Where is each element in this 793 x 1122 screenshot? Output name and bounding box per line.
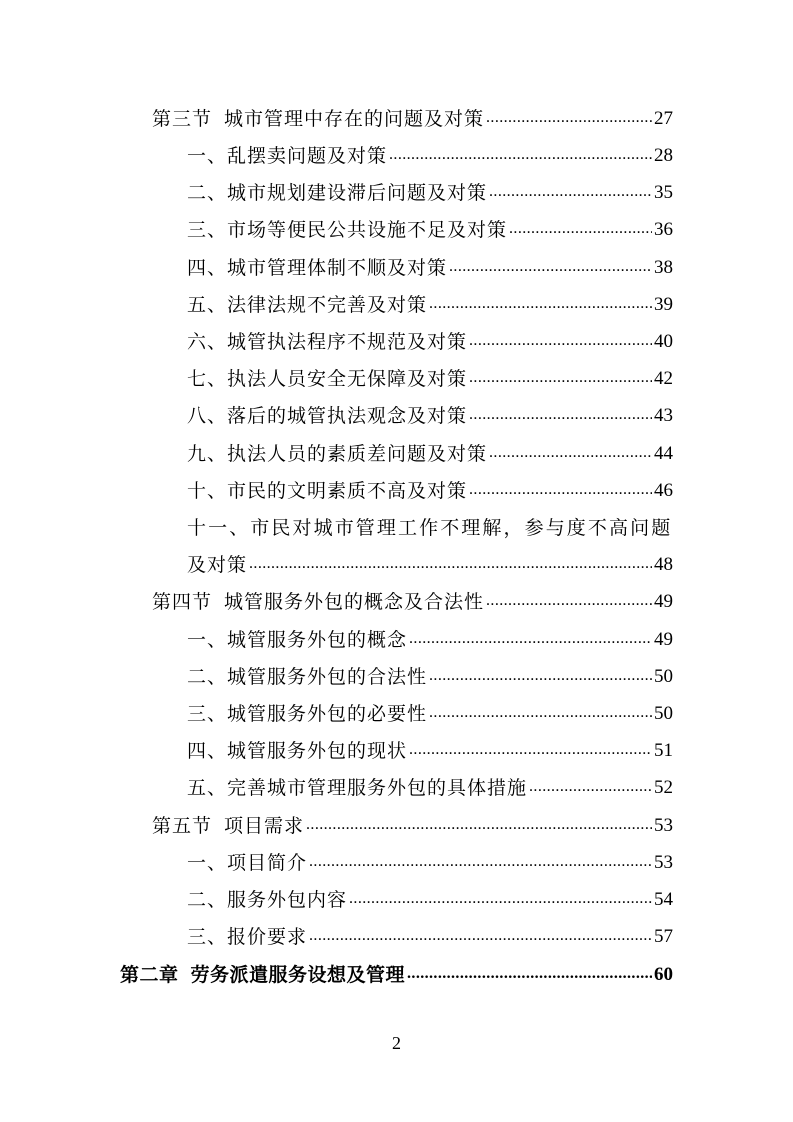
toc-entry-section-4[interactable] <box>152 583 673 613</box>
toc-page-number: 46 <box>654 480 673 501</box>
toc-page-number: 57 <box>654 926 673 947</box>
toc-entry[interactable] <box>187 360 673 390</box>
leader-dots <box>469 406 652 424</box>
toc-entry[interactable] <box>187 249 673 279</box>
toc-entry-title: 二、服务外包内容 <box>187 889 348 911</box>
toc-entry[interactable] <box>187 472 673 502</box>
toc-entry[interactable] <box>187 323 673 353</box>
toc-entry-title: 九、执法人员的素质差问题及对策 <box>187 443 488 465</box>
leader-dots <box>389 146 652 164</box>
toc-page-number: 43 <box>654 405 673 426</box>
toc-entry-title: 一、项目简介 <box>187 852 308 874</box>
toc-entry-title: 八、落后的城管执法观念及对策 <box>187 405 468 427</box>
toc-entry-title <box>152 815 304 837</box>
leader-dots <box>309 853 652 871</box>
toc-entry-title: 三、报价要求 <box>187 926 308 948</box>
toc-page-number: 38 <box>654 257 673 278</box>
leader-dots <box>429 667 652 685</box>
toc-entry[interactable] <box>187 621 673 651</box>
leader-dots <box>429 704 652 722</box>
toc-page-number: 44 <box>654 443 673 464</box>
leader-dots <box>509 220 652 238</box>
toc-entry-title: 一、乱摆卖问题及对策 <box>187 145 388 167</box>
leader-dots <box>486 592 652 610</box>
chapter-title: 劳务派遣服务设想及管理 <box>190 964 406 986</box>
toc-page-number: 49 <box>654 629 673 650</box>
toc-entry-section-3[interactable] <box>152 100 673 130</box>
toc-entry-title: 一、城管服务外包的概念 <box>187 629 408 651</box>
leader-dots <box>407 965 652 983</box>
toc-page-number: 50 <box>654 666 673 687</box>
toc-entry-title: 三、城管服务外包的必要性 <box>187 703 428 725</box>
toc-entry-title: 五、完善城市管理服务外包的具体措施 <box>187 777 528 799</box>
section-label: 第五节 <box>152 815 213 837</box>
toc-page-number: 39 <box>654 294 673 315</box>
leader-dots <box>429 295 652 313</box>
leader-dots <box>469 332 652 350</box>
toc-entry[interactable] <box>187 732 673 762</box>
leader-dots <box>349 890 652 908</box>
toc-page-number: 40 <box>654 331 673 352</box>
toc-entry[interactable] <box>187 695 673 725</box>
leader-dots <box>489 444 652 462</box>
toc-page-number: 42 <box>654 368 673 389</box>
toc-entry-title: 四、城市管理体制不顺及对策 <box>187 257 448 279</box>
toc-entry[interactable] <box>187 918 673 948</box>
toc-page-number: 54 <box>654 889 673 910</box>
toc-entry-title <box>152 591 484 613</box>
toc-page-number: 53 <box>654 852 673 873</box>
leader-dots <box>309 927 652 945</box>
toc-entry-title: 七、执法人员安全无保障及对策 <box>187 368 468 390</box>
leader-dots <box>249 555 652 573</box>
toc-page-number: 49 <box>654 591 673 612</box>
leader-dots <box>469 481 652 499</box>
toc-entry-section-5[interactable] <box>152 807 673 837</box>
section-label: 第四节 <box>152 591 213 613</box>
leader-dots <box>529 778 652 796</box>
toc-entry[interactable] <box>187 174 673 204</box>
footer-page-number: 2 <box>392 1033 401 1053</box>
leader-dots <box>449 258 652 276</box>
toc-page-number: 35 <box>654 182 673 203</box>
toc-entry[interactable] <box>187 211 673 241</box>
leader-dots <box>409 630 652 648</box>
section-label: 第三节 <box>152 108 213 130</box>
toc-entry-title: 四、城管服务外包的现状 <box>187 740 408 762</box>
leader-dots <box>409 741 652 759</box>
leader-dots <box>489 183 652 201</box>
toc-entry[interactable] <box>187 137 673 167</box>
toc-page-number: 51 <box>654 740 673 761</box>
toc-page-number: 50 <box>654 703 673 724</box>
toc-page-number: 52 <box>654 777 673 798</box>
toc-page-number: 60 <box>654 964 673 985</box>
section-title: 城管服务外包的概念及合法性 <box>224 591 485 613</box>
toc-entry-title: 二、城管服务外包的合法性 <box>187 666 428 688</box>
toc-entry-wrapped-line[interactable] <box>187 509 673 539</box>
toc-page-number: 53 <box>654 815 673 836</box>
section-title: 城市管理中存在的问题及对策 <box>224 108 485 130</box>
toc-entry-title: 十、市民的文明素质不高及对策 <box>187 480 468 502</box>
toc-entry[interactable] <box>187 397 673 427</box>
toc-entry-title: 五、法律法规不完善及对策 <box>187 294 428 316</box>
toc-entry-title: 及对策 <box>187 554 248 576</box>
toc-entry[interactable] <box>187 769 673 799</box>
toc-entry-title <box>120 964 405 986</box>
toc-entry-title: 十一、市民对城市管理工作不理解，参与度不高问题 <box>187 517 673 539</box>
toc-entry[interactable] <box>187 435 673 465</box>
leader-dots <box>306 816 652 834</box>
toc-entry[interactable] <box>187 881 673 911</box>
toc-entry-title: 二、城市规划建设滞后问题及对策 <box>187 182 488 204</box>
leader-dots <box>486 109 652 127</box>
toc-entry-title <box>152 108 484 130</box>
toc-page-number: 36 <box>654 219 673 240</box>
toc-entry-title: 三、市场等便民公共设施不足及对策 <box>187 219 508 241</box>
toc-entry[interactable] <box>187 286 673 316</box>
toc-entry[interactable] <box>187 844 673 874</box>
toc-entry[interactable] <box>187 546 673 576</box>
chapter-label: 第二章 <box>120 964 179 986</box>
toc-entry-chapter-2[interactable] <box>120 956 673 986</box>
leader-dots <box>469 369 652 387</box>
section-title: 项目需求 <box>224 815 305 837</box>
toc-entry-title: 六、城管执法程序不规范及对策 <box>187 331 468 353</box>
toc-page-number: 48 <box>654 554 673 575</box>
toc-entry[interactable] <box>187 658 673 688</box>
toc-page-number: 28 <box>654 145 673 166</box>
toc-page-number: 27 <box>654 108 673 129</box>
